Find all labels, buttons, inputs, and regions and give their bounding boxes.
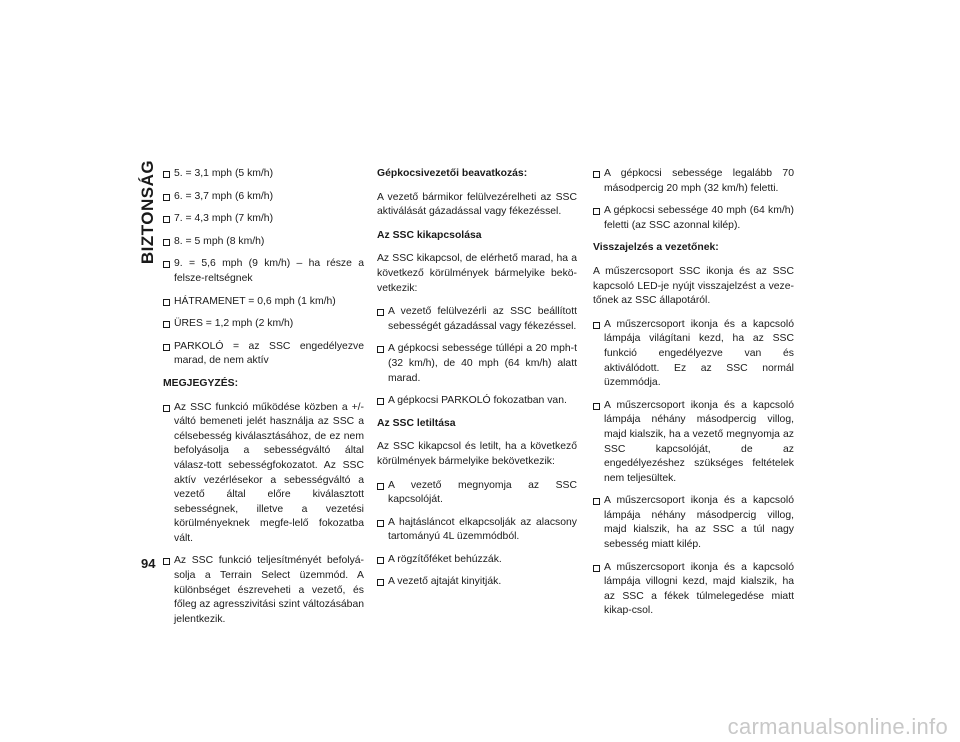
list-item: ÜRES = 1,2 mph (2 km/h) [163, 317, 364, 332]
section-title-text: BIZTONSÁG [138, 159, 157, 265]
page-number: 94 [141, 556, 156, 571]
note-item: Az SSC funkció működése közben a +/- váltó bemeneti jelét használja az SSC a célsebesség kiválasztásához, de ez nem befolyásolja a sebességváltó által válasz-tott sebességfokozatot. Az SSC aktív vezérlésekor a sebességváltó a vezető által előre kiválasztott sebességnek, illetve a vezetési körülményeknek megfe-lelő fokozatba vált. [163, 401, 364, 547]
list-item: 8. = 5 mph (8 km/h) [163, 235, 364, 250]
paragraph: Az SSC kikapcsol, de elérhető marad, ha a következő körülmények bármelyike bekö-vetkezik: [377, 253, 577, 294]
column-3 [593, 167, 794, 627]
checkbox-bullet-icon [593, 171, 600, 178]
note-item: Az SSC funkció teljesítményét befolyá-solja a Terrain Select üzemmód. A különbséget észreveheti a vezető, és főleg az agresszivitási szint változásában jelentkezik. [163, 554, 364, 627]
list-item: HÁTRAMENET = 0,6 mph (1 km/h) [163, 295, 364, 310]
checkbox-bullet-icon [163, 299, 170, 306]
checkbox-bullet-icon [593, 322, 600, 329]
list-item: A vezető felülvezérli az SSC beállított sebességét gázadással vagy fékezéssel. [377, 305, 577, 334]
checkbox-bullet-icon [163, 344, 170, 351]
column-2 [377, 167, 577, 598]
list-item: PARKOLÓ = az SSC engedélyezve marad, de nem aktív [163, 340, 364, 369]
checkbox-bullet-icon [163, 405, 170, 412]
checkbox-bullet-icon [377, 309, 384, 316]
list-item: A műszercsoport ikonja és a kapcsoló lámpája villogni kezd, majd kialszik, ha az SSC a fékek túlmelegedése miatt kikap-csol. [593, 561, 794, 619]
column-1 [163, 167, 364, 635]
checkbox-bullet-icon [163, 171, 170, 178]
checkbox-bullet-icon [377, 483, 384, 490]
paragraph: Az SSC kikapcsol és letilt, ha a következő körülmények bármelyike bekövetkezik: [377, 441, 577, 467]
checkbox-bullet-icon [593, 565, 600, 572]
notes-heading: MEGJEGYZÉS: [163, 377, 239, 389]
list-item: A gépkocsi sebessége legalább 70 másodpercig 20 mph (32 km/h) feletti. [593, 167, 794, 196]
section-heading: Az SSC letiltása [377, 417, 456, 429]
list-item: A műszercsoport ikonja és a kapcsoló lámpája néhány másodpercig villog, majd kialszik, ha a vezető megnyomja az SSC kapcsolóját, de az engedélyezéshez szükséges feltételek nem teljesültek. [593, 399, 794, 487]
list-item: 6. = 3,7 mph (6 km/h) [163, 190, 364, 205]
section-side-title [128, 150, 168, 275]
checkbox-bullet-icon [377, 346, 384, 353]
checkbox-bullet-icon [377, 398, 384, 405]
checkbox-bullet-icon [377, 520, 384, 527]
list-item: A műszercsoport ikonja és a kapcsoló lámpája néhány másodpercig villog, majd kialszik, ha az SSC a túl nagy sebesség miatt kilép. [593, 494, 794, 552]
checkbox-bullet-icon [593, 208, 600, 215]
list-item: 5. = 3,1 mph (5 km/h) [163, 167, 364, 182]
list-item: 9. = 5,6 mph (9 km/h) – ha része a felsze-reltségnek [163, 257, 364, 286]
list-item: A gépkocsi PARKOLÓ fokozatban van. [377, 394, 577, 409]
checkbox-bullet-icon [163, 261, 170, 268]
paragraph: A műszercsoport SSC ikonja és az SSC kapcsoló LED-je nyújt visszajelzést a veze-tőnek az SSC állapotáról. [593, 265, 794, 307]
list-item: A vezető megnyomja az SSC kapcsolóját. [377, 479, 577, 508]
section-heading: Gépkocsivezetői beavatkozás: [377, 168, 528, 179]
section-heading: Visszajelzés a vezetőnek: [593, 242, 719, 254]
checkbox-bullet-icon [377, 579, 384, 586]
checkbox-bullet-icon [163, 239, 170, 246]
checkbox-bullet-icon [163, 194, 170, 201]
checkbox-bullet-icon [163, 321, 170, 328]
list-item: A gépkocsi sebessége 40 mph (64 km/h) feletti (az SSC azonnal kilép). [593, 204, 794, 233]
list-item: A gépkocsi sebessége túllépi a 20 mph-t (32 km/h), de 40 mph (64 km/h) alatt marad. [377, 342, 577, 386]
checkbox-bullet-icon [163, 558, 170, 565]
checkbox-bullet-icon [593, 498, 600, 505]
section-heading: Az SSC kikapcsolása [377, 229, 482, 241]
list-item: A műszercsoport ikonja és a kapcsoló lámpája világítani kezd, ha az SSC funkció engedélyezve van és aktiválódott. Ez az SSC normál üzemmódja. [593, 318, 794, 391]
list-item: A vezető ajtaját kinyitják. [377, 575, 577, 590]
paragraph: A vezető bármikor felülvezérelheti az SSC aktiválását gázadással vagy fékezéssel. [377, 191, 577, 218]
watermark: carmanualsonline.info [727, 714, 948, 739]
checkbox-bullet-icon [377, 557, 384, 564]
list-item: 7. = 4,3 mph (7 km/h) [163, 212, 364, 227]
list-item: A rögzítőféket behúzzák. [377, 553, 577, 568]
checkbox-bullet-icon [593, 403, 600, 410]
checkbox-bullet-icon [163, 216, 170, 223]
list-item: A hajtásláncot elkapcsolják az alacsony tartományú 4L üzemmódból. [377, 516, 577, 545]
